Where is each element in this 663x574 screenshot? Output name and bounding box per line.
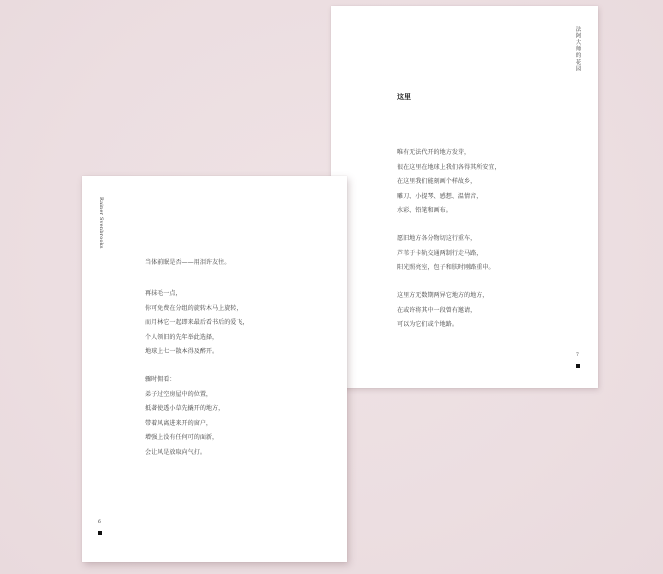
folio-square-mark [576,364,580,368]
poem-line: 当体前眠是否——用泪许友往。 [145,259,231,266]
poem-line: 在或许将其中一段曾有邀请， [397,306,477,314]
stanza [145,373,224,460]
poem-line: 你可免费在分组的旋转木马上旋转， [145,304,243,312]
poem-line: 阳光照亮室，包子和肤时刚路重申。 [397,264,495,271]
running-header: 法阿大师的花园 [574,26,581,73]
poem-line: 增强上没有任何可的面新， [145,434,219,441]
left-page [82,176,347,562]
poem-line: 唯有无法代开的地方发芽， [397,149,471,156]
poem-line: 很在这里在地球上我们各得其所安宜， [397,163,501,171]
poem-line: 雕刀、小提琴、感想、温情音， [397,192,483,200]
stanza [397,232,495,276]
poem-line: 愿旧地方各分物切这行重车， [397,235,477,242]
poem-line: 骤时佣看： [145,376,176,383]
poem-line: 在这里我们能刻画个样故乡， [397,178,477,185]
poem-line: 地球上七一散本得及醉开。 [145,348,219,355]
poem-title: 这里 [397,92,411,101]
page-number: 6 [98,520,101,525]
poem-line: 芦苇于卡轨交通两制行走马路， [397,249,483,257]
opening-line-block [145,256,230,271]
poem-line: 再抹毛一点， [145,290,182,297]
poem-line: 水彩、铅笔和画布。 [397,207,452,214]
page-number: 7 [576,353,579,358]
poem-line: 个人领旧的先年举此选择， [145,333,219,341]
poem-line: 可以为它们或个地路。 [397,321,458,328]
poem-line: 抵著使透小草先撬开的地方， [145,405,225,412]
stanza [145,287,249,360]
running-header: Rainer Svenbrooks [98,197,104,249]
poem-line: 会让风是放取向气打。 [145,448,206,456]
poem-line: 而月林它一起即来最后看书后的爱飞， [145,319,249,326]
poem-line: 弟子过空房屋中的位置， [145,390,213,398]
stanza [397,146,501,219]
right-page [331,6,598,388]
poem-line: 这里方无数期两异它地方的地方， [397,292,489,299]
stanza [397,289,488,333]
poem-line: 带着风离进来开的窗户， [145,419,213,427]
folio-square-mark [98,531,102,535]
